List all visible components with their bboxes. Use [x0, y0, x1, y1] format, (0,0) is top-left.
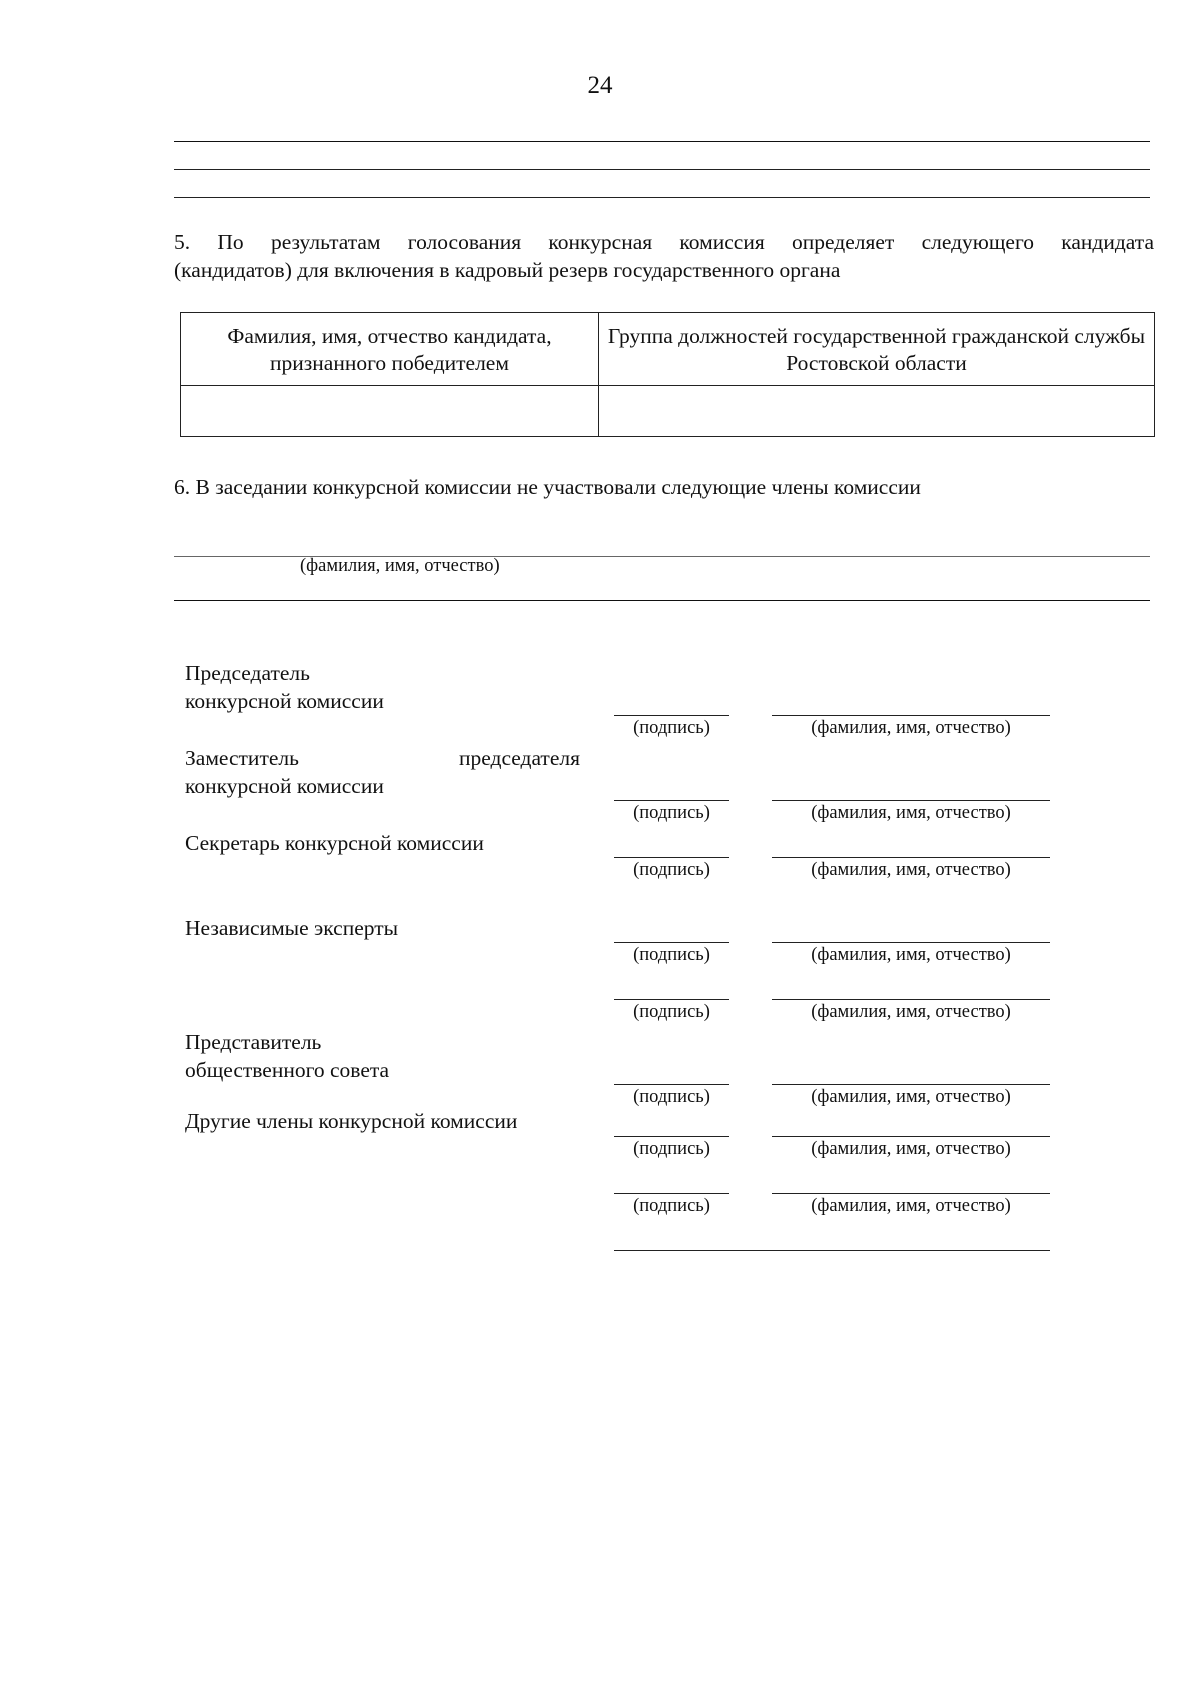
experts-label: Независимые эксперты [185, 916, 399, 940]
table-header-row [181, 313, 1155, 386]
name-line[interactable] [772, 857, 1050, 858]
table-cell-group[interactable] [599, 386, 1155, 437]
signature-line[interactable] [614, 1136, 729, 1137]
name-caption: (фамилия, имя, отчество) [811, 945, 1011, 965]
blank-line [174, 169, 1150, 170]
table-header-name: Фамилия, имя, отчество кандидата, признанного победителем [181, 313, 599, 386]
deputy-label-word: Заместитель [185, 746, 299, 770]
name-line[interactable] [772, 1136, 1050, 1137]
name-line[interactable] [772, 942, 1050, 943]
name-line[interactable] [772, 1084, 1050, 1085]
signature-caption: (подпись) [633, 718, 710, 738]
closing-line [614, 1250, 1050, 1251]
name-line[interactable] [772, 800, 1050, 801]
table-cell-name[interactable] [181, 386, 599, 437]
page-number: 24 [587, 72, 613, 99]
name-line[interactable] [772, 999, 1050, 1000]
deputy-label [185, 744, 580, 772]
item-5-line-1: 5. По результатам голосования конкурсная комиссия определяет следующего кандидата [174, 230, 1154, 254]
name-caption: (фамилия, имя, отчество) [811, 1139, 1011, 1159]
item-6-text: 6. В заседании конкурсной комиссии не участвовали следующие члены комиссии [174, 475, 921, 499]
blank-line [174, 197, 1150, 198]
signature-caption: (подпись) [633, 860, 710, 880]
deputy-label-word: председателя [458, 746, 580, 770]
name-caption: (фамилия, имя, отчество) [811, 718, 1011, 738]
signature-caption: (подпись) [633, 945, 710, 965]
name-caption: (фамилия, имя, отчество) [811, 1002, 1011, 1022]
blank-line [174, 141, 1150, 142]
signature-line[interactable] [614, 715, 729, 716]
other-members-label: Другие члены конкурсной комиссии [185, 1109, 518, 1133]
name-caption: (фамилия, имя, отчество) [811, 860, 1011, 880]
name-line[interactable] [772, 715, 1050, 716]
signature-caption: (подпись) [633, 1002, 710, 1022]
absent-members-line [174, 600, 1150, 601]
public-council-label: общественного совета [185, 1058, 390, 1082]
public-council-label: Представитель [185, 1030, 322, 1054]
name-caption: (фамилия, имя, отчество) [811, 1087, 1011, 1107]
deputy-label: конкурсной комиссии [185, 774, 384, 798]
signature-line[interactable] [614, 1084, 729, 1085]
name-caption: (фамилия, имя, отчество) [811, 803, 1011, 823]
signature-line[interactable] [614, 1193, 729, 1194]
candidates-table [180, 312, 1155, 437]
name-caption: (фамилия, имя, отчество) [811, 1196, 1011, 1216]
item-5-line-2: (кандидатов) для включения в кадровый резерв государственного органа [174, 258, 841, 282]
signature-caption: (подпись) [633, 1196, 710, 1216]
signature-line[interactable] [614, 942, 729, 943]
name-line[interactable] [772, 1193, 1050, 1194]
signature-line[interactable] [614, 800, 729, 801]
signature-line[interactable] [614, 999, 729, 1000]
chairman-label: конкурсной комиссии [185, 689, 384, 713]
signature-caption: (подпись) [633, 1139, 710, 1159]
table-header-group: Группа должностей государственной гражданской службы Ростовской области [599, 313, 1155, 386]
signature-caption: (подпись) [633, 803, 710, 823]
chairman-label: Председатель [185, 661, 310, 685]
signature-caption: (подпись) [633, 1087, 710, 1107]
signature-line[interactable] [614, 857, 729, 858]
absent-members-caption: (фамилия, имя, отчество) [300, 556, 500, 576]
secretary-label: Секретарь конкурсной комиссии [185, 831, 484, 855]
table-row [181, 386, 1155, 437]
